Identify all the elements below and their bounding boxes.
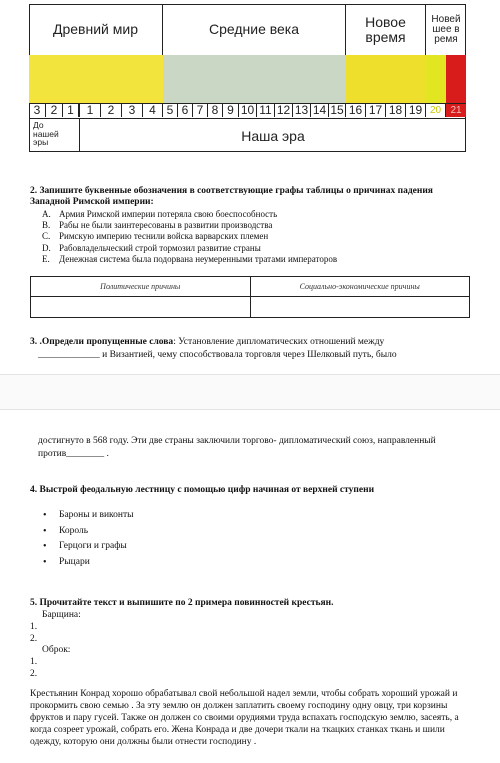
question-3-line4: против________ . bbox=[38, 449, 109, 459]
century-cell: 7 bbox=[193, 104, 208, 117]
century-cell: 11 bbox=[257, 104, 275, 117]
political-causes-header: Политические причины bbox=[31, 277, 251, 297]
barshchina-item-2: 2. bbox=[30, 634, 38, 644]
era-modern-time: Новое время bbox=[346, 4, 426, 55]
century-cell: 6 bbox=[178, 104, 193, 117]
color-strip-medieval bbox=[163, 55, 346, 103]
history-timeline bbox=[29, 4, 466, 152]
question-5-title: 5. Прочитайте текст и выпишите по 2 примера повинностей крестьян. bbox=[30, 598, 334, 608]
question-3-line1: : Установление дипломатических отношений между bbox=[173, 337, 385, 347]
question-3-text-top bbox=[30, 337, 475, 348]
list-item: • Герцоги и графы bbox=[43, 539, 343, 555]
color-strip-21st bbox=[446, 55, 466, 103]
barshchina-label: Барщина: bbox=[42, 610, 81, 620]
era-middle-ages: Средние века bbox=[163, 4, 346, 55]
color-strip-20th bbox=[426, 55, 446, 103]
table-header-row bbox=[31, 277, 470, 297]
century-cell: 1 bbox=[80, 104, 101, 117]
question-2-title: 2. Запишите буквенные обозначения в соответствующие графы таблицы о причинах падения Западной Римской империи: bbox=[30, 186, 433, 207]
century-cell: 18 bbox=[386, 104, 406, 117]
list-item: • Рыцари bbox=[43, 555, 343, 571]
century-cell: 12 bbox=[275, 104, 293, 117]
causes-table bbox=[30, 276, 470, 318]
century-cell: 8 bbox=[208, 104, 223, 117]
ad-label: Наша эра bbox=[241, 127, 305, 144]
list-item: • Бароны и виконты bbox=[43, 508, 343, 524]
century-cell: 1 bbox=[63, 104, 80, 117]
century-cell: 14 bbox=[311, 104, 329, 117]
table-row bbox=[31, 297, 470, 318]
century-cell: 19 bbox=[406, 104, 426, 117]
century-cell: 10 bbox=[239, 104, 257, 117]
color-strip-ancient bbox=[29, 55, 163, 103]
century-cell: 9 bbox=[223, 104, 239, 117]
list-item: • Король bbox=[43, 524, 343, 540]
century-cell: 15 bbox=[329, 104, 346, 117]
obrok-item-1: 1. bbox=[30, 657, 38, 667]
century-number-row bbox=[29, 103, 466, 119]
socio-economic-causes-header: Социально-экономические причины bbox=[250, 277, 470, 297]
century-cell: 5 bbox=[163, 104, 178, 117]
option-c: C. Римскую империю теснили войска варварских племен bbox=[42, 231, 269, 242]
era-label-row bbox=[29, 119, 466, 152]
era-newest-time: Новей шее в ремя bbox=[431, 13, 461, 45]
century-cell: 13 bbox=[293, 104, 311, 117]
timeline-color-band bbox=[29, 55, 466, 103]
century-cell: 21 bbox=[446, 104, 466, 117]
option-e: E. Денежная система была подорвана неумеренными тратами императоров bbox=[42, 253, 338, 264]
question-3-line3: достигнуто в 568 году. Эти две страны заключили торгово- дипломатический союз, направленный bbox=[38, 436, 436, 446]
century-cell: 2 bbox=[101, 104, 122, 117]
question-5-passage: Крестьянин Конрад хорошо обрабатывал свой небольшой надел земли, чтобы собрать хороший урожай и прокормить свою семью . За эту землю он должен заплатить своему господину одну овцу, три корзины фруктов и пару гусей. Также он должен со своими орудиями труда вспахать господскую землю, засеять, а когда созреет урожай, собрать его. Жена Конрада и две дочери ткали на ткацких станках ткань и шили одежду, которую они должны были отнести господину . bbox=[30, 689, 459, 747]
question-3-line2: _____________ и Византией, чему способствовала торговля через Шелковый путь, было bbox=[38, 350, 397, 360]
barshchina-item-1: 1. bbox=[30, 622, 38, 632]
century-cell: 2 bbox=[46, 104, 63, 117]
option-a: A. Армия Римской империи потеряла свою боеспособность bbox=[42, 209, 278, 219]
century-cell: 3 bbox=[29, 104, 46, 117]
era-ancient-world: Древний мир bbox=[29, 4, 163, 55]
page-divider bbox=[0, 374, 500, 410]
question-3-title: 3. .Определи пропущенные слова bbox=[30, 337, 174, 347]
bc-label: До нашей эры bbox=[29, 119, 80, 152]
century-cell: 4 bbox=[143, 104, 163, 117]
century-cell: 3 bbox=[122, 104, 143, 117]
option-d: D. Рабовладельческий строй тормозил развитие страны bbox=[42, 242, 261, 253]
question-2-options bbox=[42, 209, 462, 265]
color-strip-modern bbox=[346, 55, 426, 103]
century-cell: 17 bbox=[366, 104, 386, 117]
feudal-ladder-list bbox=[43, 508, 343, 570]
question-4-title: 4. Выстрой феодальную лестницу с помощью цифр начиная от верхней ступени bbox=[30, 485, 375, 495]
century-cell: 20 bbox=[426, 104, 446, 117]
obrok-label: Оброк: bbox=[42, 645, 71, 655]
century-cell: 16 bbox=[346, 104, 366, 117]
obrok-item-2: 2. bbox=[30, 669, 38, 679]
socio-economic-causes-cell[interactable] bbox=[250, 297, 470, 318]
political-causes-cell[interactable] bbox=[31, 297, 251, 318]
option-b: B. Рабы не были заинтересованы в развитии производства bbox=[42, 220, 273, 231]
